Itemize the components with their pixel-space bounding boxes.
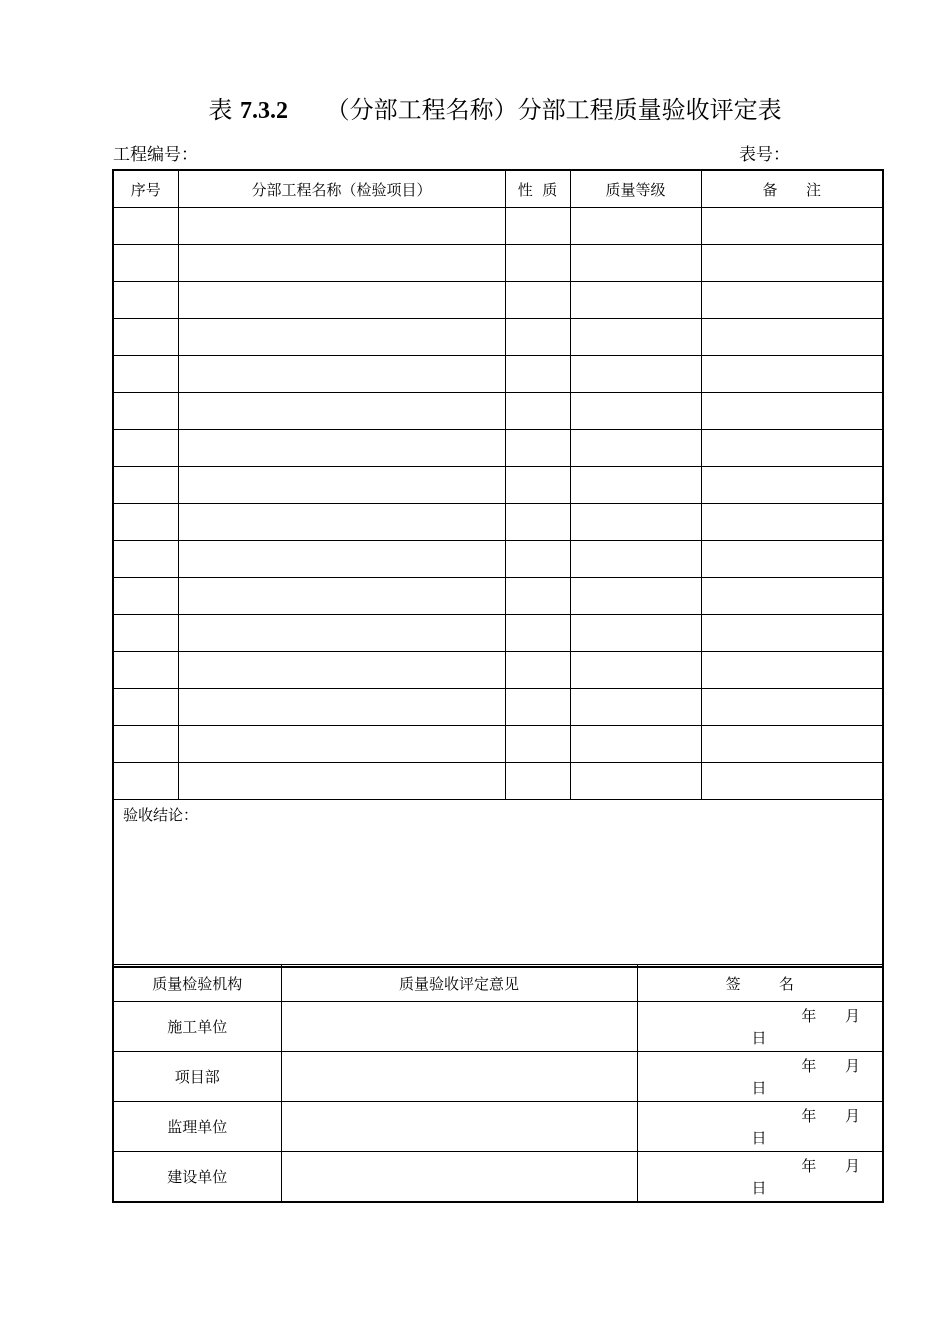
seq-cell[interactable] bbox=[113, 319, 178, 356]
header-opinion: 质量验收评定意见 bbox=[281, 965, 637, 1002]
title-text: （分部工程名称）分部工程质量验收评定表 bbox=[325, 96, 782, 124]
unit-name: 施工单位 bbox=[113, 1002, 281, 1052]
seq-cell[interactable] bbox=[113, 578, 178, 615]
header-nature: 性 质 bbox=[505, 170, 570, 208]
table-row bbox=[113, 245, 883, 282]
quality-grade-cell[interactable] bbox=[570, 763, 701, 800]
item-name-cell[interactable] bbox=[178, 689, 505, 726]
nature-cell[interactable] bbox=[505, 356, 570, 393]
signature-date-cell[interactable] bbox=[637, 1102, 883, 1152]
conclusion-cell[interactable] bbox=[113, 800, 883, 968]
item-name-cell[interactable] bbox=[178, 578, 505, 615]
conclusion-label: 验收结论： bbox=[123, 806, 199, 824]
remarks-cell[interactable] bbox=[701, 578, 883, 615]
table-row bbox=[113, 393, 883, 430]
quality-grade-cell[interactable] bbox=[570, 652, 701, 689]
seq-cell[interactable] bbox=[113, 763, 178, 800]
quality-grade-cell[interactable] bbox=[570, 430, 701, 467]
table-row bbox=[113, 689, 883, 726]
unit-name: 监理单位 bbox=[113, 1102, 281, 1152]
header-seq: 序号 bbox=[113, 170, 178, 208]
opinion-cell[interactable] bbox=[281, 1102, 637, 1152]
table-row bbox=[113, 615, 883, 652]
quality-grade-cell[interactable] bbox=[570, 578, 701, 615]
form-title bbox=[0, 92, 950, 129]
remarks-cell[interactable] bbox=[701, 319, 883, 356]
seq-cell[interactable] bbox=[113, 615, 178, 652]
seq-cell[interactable] bbox=[113, 689, 178, 726]
nature-cell[interactable] bbox=[505, 652, 570, 689]
table-row bbox=[113, 356, 883, 393]
date-year-month: 年 月 bbox=[801, 1007, 860, 1025]
table-row bbox=[113, 541, 883, 578]
signature-date-cell[interactable] bbox=[637, 1052, 883, 1102]
seq-cell[interactable] bbox=[113, 245, 178, 282]
remarks-cell[interactable] bbox=[701, 726, 883, 763]
nature-cell[interactable] bbox=[505, 726, 570, 763]
seq-cell[interactable] bbox=[113, 467, 178, 504]
nature-cell[interactable] bbox=[505, 541, 570, 578]
header-inspection-org: 质量检验机构 bbox=[113, 965, 281, 1002]
item-name-cell[interactable] bbox=[178, 541, 505, 578]
remarks-cell[interactable] bbox=[701, 763, 883, 800]
seq-cell[interactable] bbox=[113, 726, 178, 763]
table-row bbox=[113, 652, 883, 689]
nature-cell[interactable] bbox=[505, 578, 570, 615]
signoff-row bbox=[113, 1002, 883, 1052]
remarks-cell[interactable] bbox=[701, 652, 883, 689]
item-name-cell[interactable] bbox=[178, 319, 505, 356]
quality-grade-cell[interactable] bbox=[570, 356, 701, 393]
nature-cell[interactable] bbox=[505, 319, 570, 356]
table-row bbox=[113, 763, 883, 800]
project-number-label: 工程编号： bbox=[113, 145, 198, 165]
signoff-header-row bbox=[113, 965, 883, 1002]
title-number: 7.3.2 bbox=[240, 98, 288, 124]
signature-date-cell[interactable] bbox=[637, 1002, 883, 1052]
seq-cell[interactable] bbox=[113, 430, 178, 467]
table-row bbox=[113, 467, 883, 504]
seq-cell[interactable] bbox=[113, 393, 178, 430]
nature-cell[interactable] bbox=[505, 689, 570, 726]
quality-grade-cell[interactable] bbox=[570, 541, 701, 578]
seq-cell[interactable] bbox=[113, 652, 178, 689]
remarks-cell[interactable] bbox=[701, 467, 883, 504]
table-row bbox=[113, 504, 883, 541]
nature-cell[interactable] bbox=[505, 615, 570, 652]
nature-cell[interactable] bbox=[505, 467, 570, 504]
item-name-cell[interactable] bbox=[178, 652, 505, 689]
table-header-row bbox=[113, 170, 883, 208]
remarks-cell[interactable] bbox=[701, 504, 883, 541]
seq-cell[interactable] bbox=[113, 282, 178, 319]
remarks-cell[interactable] bbox=[701, 282, 883, 319]
quality-grade-cell[interactable] bbox=[570, 467, 701, 504]
opinion-cell[interactable] bbox=[281, 1052, 637, 1102]
table-row bbox=[113, 208, 883, 245]
date-day: 日 bbox=[751, 1029, 767, 1047]
remarks-cell[interactable] bbox=[701, 245, 883, 282]
remarks-cell[interactable] bbox=[701, 356, 883, 393]
seq-cell[interactable] bbox=[113, 208, 178, 245]
nature-cell[interactable] bbox=[505, 282, 570, 319]
item-name-cell[interactable] bbox=[178, 615, 505, 652]
signature-date-cell[interactable] bbox=[637, 1152, 883, 1203]
unit-name: 项目部 bbox=[113, 1052, 281, 1102]
nature-cell[interactable] bbox=[505, 245, 570, 282]
seq-cell[interactable] bbox=[113, 356, 178, 393]
remarks-cell[interactable] bbox=[701, 208, 883, 245]
seq-cell[interactable] bbox=[113, 504, 178, 541]
evaluation-table bbox=[112, 169, 884, 968]
item-name-cell[interactable] bbox=[178, 356, 505, 393]
item-name-cell[interactable] bbox=[178, 467, 505, 504]
header-quality-grade: 质量等级 bbox=[570, 170, 701, 208]
signoff-row bbox=[113, 1052, 883, 1102]
nature-cell[interactable] bbox=[505, 504, 570, 541]
header-signature: 签 名 bbox=[637, 965, 883, 1002]
quality-grade-cell[interactable] bbox=[570, 689, 701, 726]
signoff-row bbox=[113, 1102, 883, 1152]
item-name-cell[interactable] bbox=[178, 282, 505, 319]
table-row bbox=[113, 282, 883, 319]
header-item-name: 分部工程名称（检验项目） bbox=[178, 170, 505, 208]
quality-grade-cell[interactable] bbox=[570, 726, 701, 763]
nature-cell[interactable] bbox=[505, 208, 570, 245]
item-name-cell[interactable] bbox=[178, 245, 505, 282]
item-name-cell[interactable] bbox=[178, 504, 505, 541]
date-day: 日 bbox=[751, 1179, 767, 1197]
conclusion-row bbox=[113, 800, 883, 968]
remarks-cell[interactable] bbox=[701, 615, 883, 652]
quality-grade-cell[interactable] bbox=[570, 615, 701, 652]
date-year-month: 年 月 bbox=[801, 1157, 860, 1175]
nature-cell[interactable] bbox=[505, 393, 570, 430]
quality-grade-cell[interactable] bbox=[570, 208, 701, 245]
header-remarks: 备 注 bbox=[701, 170, 883, 208]
date-year-month: 年 月 bbox=[801, 1057, 860, 1075]
nature-cell[interactable] bbox=[505, 430, 570, 467]
opinion-cell[interactable] bbox=[281, 1152, 637, 1203]
seq-cell[interactable] bbox=[113, 541, 178, 578]
item-name-cell[interactable] bbox=[178, 393, 505, 430]
table-row bbox=[113, 430, 883, 467]
remarks-cell[interactable] bbox=[701, 393, 883, 430]
signoff-row bbox=[113, 1152, 883, 1203]
signoff-table bbox=[112, 964, 884, 1203]
item-name-cell[interactable] bbox=[178, 726, 505, 763]
table-row bbox=[113, 726, 883, 763]
quality-grade-cell[interactable] bbox=[570, 504, 701, 541]
item-name-cell[interactable] bbox=[178, 763, 505, 800]
sheet-number-label: 表号： bbox=[739, 145, 790, 165]
remarks-cell[interactable] bbox=[701, 541, 883, 578]
remarks-cell[interactable] bbox=[701, 689, 883, 726]
item-name-cell[interactable] bbox=[178, 208, 505, 245]
table-row bbox=[113, 319, 883, 356]
quality-grade-cell[interactable] bbox=[570, 282, 701, 319]
date-day: 日 bbox=[751, 1129, 767, 1147]
remarks-cell[interactable] bbox=[701, 430, 883, 467]
opinion-cell[interactable] bbox=[281, 1002, 637, 1052]
item-name-cell[interactable] bbox=[178, 430, 505, 467]
quality-grade-cell[interactable] bbox=[570, 319, 701, 356]
table-row bbox=[113, 578, 883, 615]
quality-grade-cell[interactable] bbox=[570, 245, 701, 282]
quality-grade-cell[interactable] bbox=[570, 393, 701, 430]
date-day: 日 bbox=[751, 1079, 767, 1097]
title-prefix: 表 bbox=[208, 96, 233, 124]
date-year-month: 年 月 bbox=[801, 1107, 860, 1125]
unit-name: 建设单位 bbox=[113, 1152, 281, 1203]
nature-cell[interactable] bbox=[505, 763, 570, 800]
